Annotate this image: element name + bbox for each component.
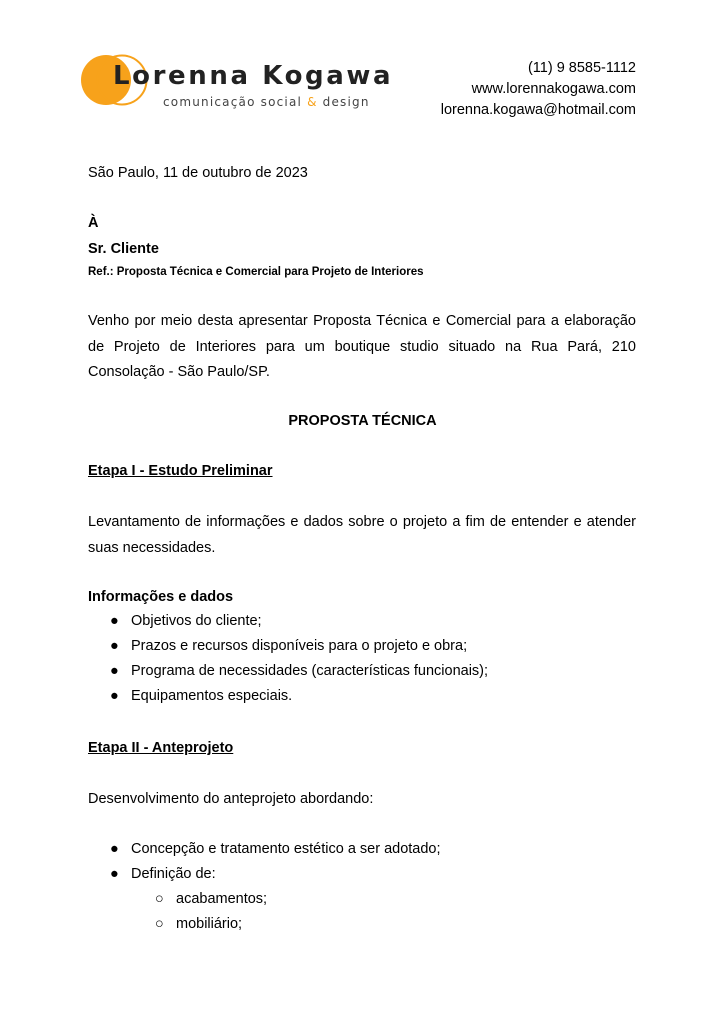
list-item: ● Definição de:: [110, 862, 441, 887]
sub-bullet-icon: ○: [155, 891, 164, 907]
contact-website: www.lorennakogawa.com: [471, 81, 636, 97]
stage1-subheading: Informações e dados: [88, 589, 234, 605]
date-line: São Paulo, 11 de outubro de 2023: [88, 165, 308, 181]
list-item: ● Objetivos do cliente;: [110, 609, 488, 634]
section-title: PROPOSTA TÉCNICA: [288, 413, 437, 429]
stage2-sublist: [155, 887, 267, 937]
bullet-icon: ●: [110, 688, 119, 704]
stage1-list: [110, 609, 488, 709]
logo-tagline: comunicação social & design: [163, 95, 370, 109]
list-item: ● Prazos e recursos disponíveis para o projeto e obra;: [110, 634, 488, 659]
stage2-list: [110, 837, 441, 887]
addressee-prefix: À: [88, 215, 99, 231]
bullet-icon: ●: [110, 663, 119, 679]
list-item: ● Programa de necessidades (características funcionais);: [110, 659, 488, 684]
sub-bullet-icon: ○: [155, 916, 164, 932]
intro-paragraph: Venho por meio desta apresentar Proposta Técnica e Comercial para a elaboração de Projeto de Interiores para um boutique studio situado na Rua Pará, 210 Consolação - São Paulo/SP.: [88, 313, 636, 380]
contact-phone: (11) 9 8585-1112: [527, 60, 636, 76]
bullet-icon: ●: [110, 866, 119, 882]
contact-info: [441, 58, 636, 121]
sub-list-item: ○ mobiliário;: [155, 912, 267, 937]
stage2-title: Etapa II - Anteprojeto: [88, 740, 234, 756]
sub-list-item: ○ acabamentos;: [155, 887, 267, 912]
bullet-icon: ●: [110, 638, 119, 654]
stage2-description: Desenvolvimento do anteprojeto abordando:: [88, 791, 374, 807]
list-item: ● Concepção e tratamento estético a ser adotado;: [110, 837, 441, 862]
stage1-title: Etapa I - Estudo Preliminar: [88, 463, 273, 479]
stage1-description: Levantamento de informações e dados sobre o projeto a fim de entender e atender suas necessidades.: [88, 514, 636, 556]
company-logo: [80, 54, 394, 114]
logo-name: Lorenna Kogawa: [113, 61, 394, 91]
bullet-icon: ●: [110, 841, 119, 857]
bullet-icon: ●: [110, 613, 119, 629]
list-item: ● Equipamentos especiais.: [110, 684, 488, 709]
reference-line: Ref.: Proposta Técnica e Comercial para Projeto de Interiores: [88, 266, 424, 278]
recipient-name: Sr. Cliente: [88, 241, 159, 257]
contact-email: lorenna.kogawa@hotmail.com: [440, 102, 636, 118]
